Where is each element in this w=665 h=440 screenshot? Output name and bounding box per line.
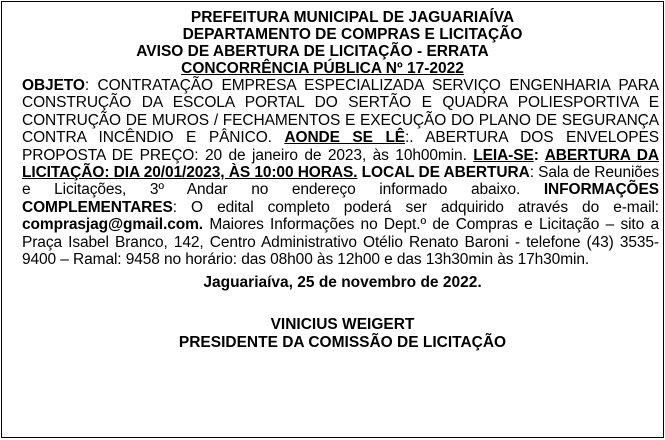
leia-text: ABERTURA DA LICITAÇÃO: DIA 20/01/2023, ÀS 10:00 HORAS. (22, 146, 659, 182)
notice-title: AVISO DE ABERTURA DE LICITAÇÃO - ERRATA (136, 43, 489, 60)
municipality-title: PREFEITURA MUNICIPAL DE JAGUARIAÍVA (190, 9, 515, 26)
tender-number: CONCORRÊNCIA PÚBLICA Nº 17-2022 (181, 60, 464, 77)
department-title: DEPARTAMENTO DE COMPRAS E LICITAÇÃO (182, 26, 523, 43)
local-text: : Sala de Reuniões e Licitações, 3º Andar no endereço informado abaixo. (22, 164, 659, 199)
info-text: : O edital completo poderá ser adquirido através do e-mail: (172, 198, 659, 216)
objeto-text: : CONTRATAÇÃO EMPRESA ESPECIALIZADA SERVIÇO ENGENHARIA PARA CONSTRUÇÃO DA ESCOLA PORTAL DO SERTÃO E QUADRA POLIESPORTIVA E CONTRUÇÃO DE MUROS / FECHAMENTOS E EXECUÇÃO DO PLANO DE SEGURANÇA CONTRA INCÊNDIO E PÂNICO. (22, 77, 659, 147)
notice-document (1, 1, 664, 438)
signer-title: PRESIDENTE DA COMISSÃO DE LICITAÇÃO (178, 334, 507, 352)
aonde-label: AONDE SE LÊ (284, 129, 406, 147)
objeto-label: OBJETO (22, 77, 85, 94)
leia-colon: : (533, 146, 545, 164)
notice-header (2, 2, 663, 77)
notice-body (22, 77, 659, 268)
info-label: INFORMAÇÕES COMPLEMENTARES (22, 181, 659, 216)
issue-date: Jaguariaíva, 25 de novembro de 2022. (203, 274, 482, 292)
leia-label: LEIA-SE (473, 146, 534, 164)
email-address: comprasjag@gmail.com. (22, 216, 203, 234)
contact-text: Maiores Informações no Dept.º de Compras e Licitação – sito a Praça Isabel Branco, 142, Centro Administrativo Otélio Renato Baroni - telefone (43) 3535-9400 – Ramal: 9458 no horário: das 08h00 às 12h00 e das 13h30min às 17h30min. (22, 216, 659, 269)
local-label: LOCAL DE ABERTURA (357, 164, 530, 182)
aonde-text: :. ABERTURA DOS ENVELOPES PROPOSTA DE PREÇO: 20 de janeiro de 2023, às 10h00min. (22, 129, 659, 164)
signer-name: VINICIUS WEIGERT (270, 316, 415, 334)
